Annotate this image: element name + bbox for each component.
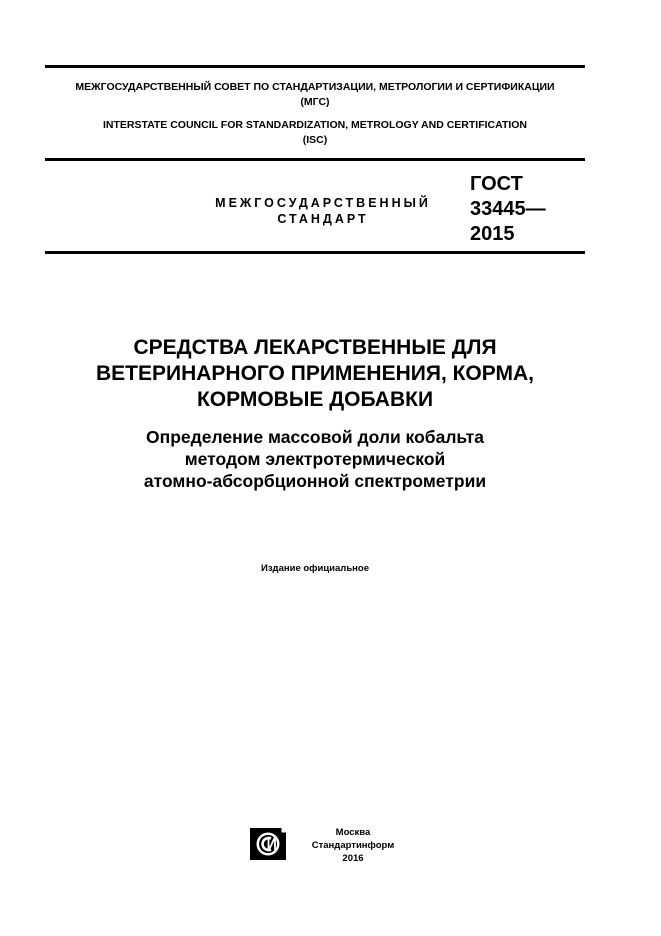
subtitle-line1: Определение массовой доли кобальта	[146, 427, 484, 447]
edition-label: Издание официальное	[261, 563, 369, 574]
publisher-name: Стандартинформ	[311, 840, 395, 851]
publisher-city: Москва	[335, 827, 371, 838]
council-ru-line1: МЕЖГОСУДАРСТВЕННЫЙ СОВЕТ ПО СТАНДАРТИЗАЦИИ, МЕТРОЛОГИИ И СЕРТИФИКАЦИИ	[75, 81, 555, 93]
gost-number: 33445—	[470, 198, 546, 220]
gost-prefix: ГОСТ	[470, 173, 523, 195]
standard-type	[200, 195, 446, 227]
title-line2: ВЕТЕРИНАРНОГО ПРИМЕНЕНИЯ, КОРМА,	[95, 362, 534, 385]
subtitle-line3: атомно-абсорбционной спектрометрии	[143, 471, 487, 491]
document-subtitle	[45, 426, 585, 492]
subtitle-line2: методом электротермической	[184, 449, 446, 469]
standard-type-line1: МЕЖГОСУДАРСТВЕННЫЙ	[215, 196, 431, 210]
title-line1: СРЕДСТВА ЛЕКАРСТВЕННЫЕ ДЛЯ	[133, 336, 497, 359]
council-en-line1: INTERSTATE COUNCIL FOR STANDARDIZATION, METROLOGY AND CERTIFICATION	[102, 119, 528, 131]
gost-year: 2015	[470, 223, 515, 245]
publisher-block	[298, 826, 408, 865]
standard-type-line2: СТАНДАРТ	[277, 212, 369, 226]
gost-designation	[470, 172, 580, 247]
council-en-abbr: (ISC)	[302, 134, 328, 146]
title-line3: КОРМОВЫЕ ДОБАВКИ	[196, 388, 434, 411]
council-name-ru	[45, 80, 585, 110]
designation-rule	[45, 251, 585, 254]
publisher-year: 2016	[342, 853, 364, 864]
header-rule	[45, 158, 585, 161]
council-name-en	[45, 118, 585, 148]
document-title	[45, 335, 585, 413]
council-ru-abbr: (МГС)	[300, 96, 330, 108]
top-rule	[45, 65, 585, 68]
standartinform-logo-icon	[247, 826, 289, 862]
